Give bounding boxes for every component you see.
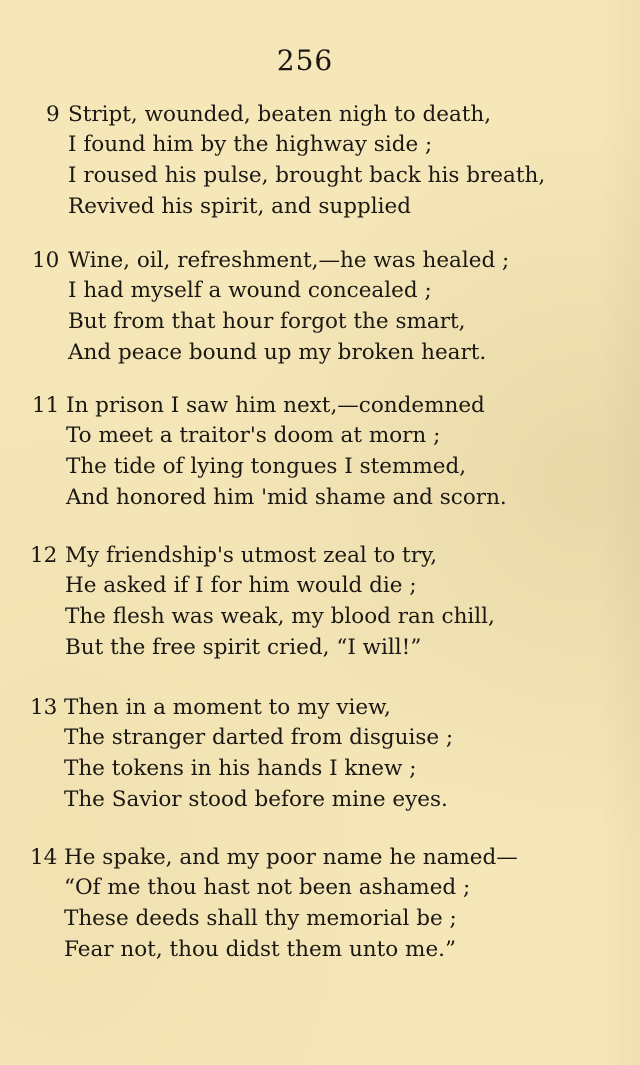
stanza-number: 13: [30, 695, 58, 720]
verse-line: The tokens in his hands I knew ;: [64, 756, 417, 781]
stanza-number: 11: [32, 393, 60, 418]
verse-line: He spake, and my poor name he named—: [64, 845, 518, 870]
verse-line: To meet a traitor's doom at morn ;: [66, 423, 441, 448]
verse-line: Wine, oil, refreshment,—he was healed ;: [68, 248, 510, 273]
verse-line: Then in a moment to my view,: [64, 695, 391, 720]
verse-line: And peace bound up my broken heart.: [68, 340, 487, 365]
verse-line: In prison I saw him next,—condemned: [66, 393, 485, 418]
verse-line: The flesh was weak, my blood ran chill,: [65, 604, 495, 629]
stanza-number: 12: [30, 543, 58, 568]
verse-line: The stranger darted from disguise ;: [64, 725, 454, 750]
stanza-number: 14: [30, 845, 58, 870]
verse-line: My friendship's utmost zeal to try,: [65, 543, 438, 568]
verse-line: The Savior stood before mine eyes.: [64, 787, 448, 812]
stanza-number: 10: [32, 248, 60, 273]
verse-line: But the free spirit cried, “I will!”: [65, 635, 422, 660]
verse-line: Revived his spirit, and supplied: [68, 194, 412, 219]
verse-line: I found him by the highway side ;: [68, 132, 433, 157]
verse-line: He asked if I for him would die ;: [65, 573, 417, 598]
verse-line: I roused his pulse, brought back his breath,: [68, 163, 546, 188]
stanza-number: 9: [46, 102, 60, 127]
verse-line: “Of me thou hast not been ashamed ;: [64, 875, 471, 900]
verse-line: But from that hour forgot the smart,: [68, 309, 466, 334]
verse-line: These deeds shall thy memorial be ;: [64, 906, 457, 931]
verse-line: Fear not, thou didst them unto me.”: [64, 937, 456, 962]
verse-line: I had myself a wound concealed ;: [68, 278, 432, 303]
verse-line: The tide of lying tongues I stemmed,: [66, 454, 467, 479]
verse-line: Stript, wounded, beaten nigh to death,: [68, 102, 492, 127]
page-edge-shadow: [600, 0, 640, 1065]
verse-line: And honored him 'mid shame and scorn.: [66, 485, 507, 510]
page-number: 256: [276, 44, 334, 77]
